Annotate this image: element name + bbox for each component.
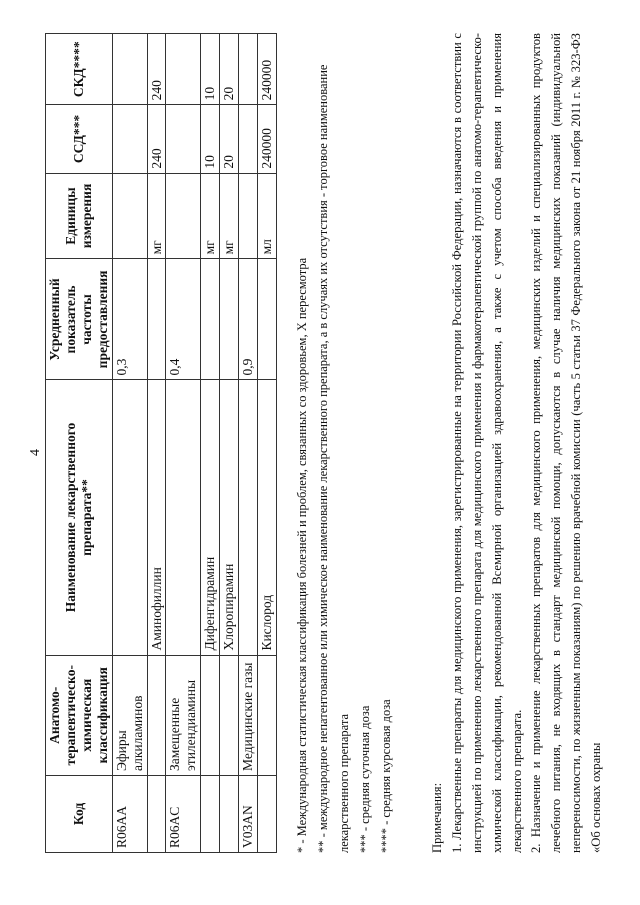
cell-ssd: 10: [201, 105, 220, 173]
cell-frequency: [147, 259, 166, 380]
cell-drug: Аминофиллин: [147, 380, 166, 655]
header-units: Единицы измерения: [46, 173, 113, 259]
cell-skd: [166, 34, 201, 105]
cell-drug: Хлоропирамин: [220, 380, 239, 655]
cell-ssd: 240000: [258, 105, 277, 173]
footnote-ssd: *** - средняя суточная доза: [358, 705, 372, 853]
cell-units: мг: [201, 173, 220, 259]
header-skd: СКД****: [46, 34, 113, 105]
header-ssd: ССД***: [46, 105, 113, 173]
cell-code: R06AA: [112, 775, 147, 852]
footnote-icd: * - Международная статистическая классификация болезней и проблем, связанных со здоровьем, X пересмотра: [295, 257, 309, 853]
cell-skd: [239, 34, 258, 105]
cell-frequency: [220, 259, 239, 380]
cell-skd: 240000: [258, 34, 277, 105]
cell-frequency: 0,9: [239, 259, 258, 380]
cell-code: [201, 775, 220, 852]
table-row: [239, 34, 258, 853]
cell-frequency: 0,3: [112, 259, 147, 380]
header-drug-name: Наименование лекарственного препарата**: [46, 380, 113, 655]
cell-units: [239, 173, 258, 259]
cell-units: мл: [258, 173, 277, 259]
table-header-row: [46, 34, 113, 853]
cell-drug: Кислород: [258, 380, 277, 655]
cell-skd: 20: [220, 34, 239, 105]
cell-frequency: [258, 259, 277, 380]
cell-skd: 10: [201, 34, 220, 105]
cell-ssd: 20: [220, 105, 239, 173]
header-code: Код: [46, 775, 113, 852]
note-item: 1. Лекарственные препараты для медицинского применения, зарегистрированные на территории Российской Федерации, назначаются в соответствии с инструкцией по применению лекарственного препарата для медицинского применения и фармакотерапевтической группой по анатомо-терапевтическо-химической классификации, рекомендованной Всемирной организацией здравоохранения, а также с учетом способа введения и применения лекарственного препарата.: [449, 33, 524, 853]
cell-drug: [166, 380, 201, 655]
cell-code: [258, 775, 277, 852]
cell-frequency: [201, 259, 220, 380]
cell-ssd: [239, 105, 258, 173]
cell-units: [112, 173, 147, 259]
table-row: [258, 34, 277, 853]
table-row: [147, 34, 166, 853]
footnotes: [292, 23, 397, 853]
cell-drug: Дифенгидрамин: [201, 380, 220, 655]
cell-units: [166, 173, 201, 259]
cell-atc: [220, 655, 239, 775]
cell-atc: Замещенные этилендиамины: [166, 655, 201, 775]
table-row: [201, 34, 220, 853]
cell-atc: Медицинские газы: [239, 655, 258, 775]
table-row: [166, 34, 201, 853]
footnote-skd: **** - средняя курсовая доза: [379, 699, 393, 853]
cell-ssd: [166, 105, 201, 173]
table-row: [220, 34, 239, 853]
cell-ssd: 240: [147, 105, 166, 173]
header-atc: Анатомо-терапевтическо-химическая классификация: [46, 655, 113, 775]
cell-code: [220, 775, 239, 852]
cell-units: мг: [220, 173, 239, 259]
cell-drug: [112, 380, 147, 655]
notes-title: Примечания:: [430, 782, 444, 853]
notes-section: [428, 33, 607, 853]
cell-atc: [147, 655, 166, 775]
cell-skd: 240: [147, 34, 166, 105]
cell-atc: [201, 655, 220, 775]
table-row: [112, 34, 147, 853]
footnote-drug-name: ** - международное непатентованное или химическое наименование лекарственного препарата, а в случаях их отсутствия - торговое наименование лекарственного препарата: [316, 64, 351, 853]
header-frequency: Усредненный показатель частоты предоставления: [46, 259, 113, 380]
cell-drug: [239, 380, 258, 655]
drug-table: [45, 33, 277, 853]
cell-atc: Эфиры алкиламинов: [112, 655, 147, 775]
cell-code: [147, 775, 166, 852]
cell-code: V03AN: [239, 775, 258, 852]
page-number: 4: [28, 449, 43, 456]
note-item: 2. Назначение и применение лекарственных препаратов для медицинского применения, медицинских изделий и специализированных продуктов лечебного питания, не входящих в стандарт медицинской помощи, допускаются в случае наличия медицинских показаний (индивидуальной непереносимости, по жизненным показаниям) по решению врачебной комиссии (часть 5 статьи 37 Федерального закона от 21 ноября 2011 г. № 323-ФЗ «Об основах охраны: [529, 33, 604, 853]
cell-frequency: 0,4: [166, 259, 201, 380]
cell-units: мг: [147, 173, 166, 259]
cell-skd: [112, 34, 147, 105]
cell-code: R06AC: [166, 775, 201, 852]
cell-ssd: [112, 105, 147, 173]
cell-atc: [258, 655, 277, 775]
